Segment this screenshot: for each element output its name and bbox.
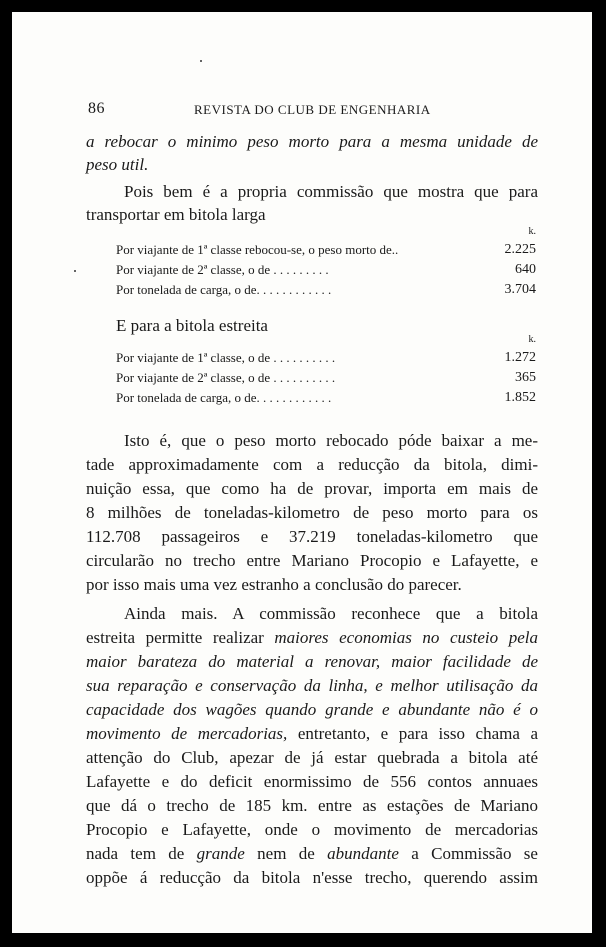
para1-line-3: nuição essa, que como ha de provar, importa em mais de (86, 479, 538, 498)
para2-line-8: Lafayette e do deficit enormissimo de 556 contos annuaes (86, 772, 538, 791)
row-value: 365 (515, 370, 536, 385)
opening-line-2: peso util. (86, 155, 149, 174)
para2-line-1: Ainda mais. A commissão reconhece que a bitola (124, 604, 538, 623)
intro-line-1: Pois bem é a propria commissão que mostra que para (124, 182, 538, 201)
row-label: Por viajante de 1ª classe, o de . . . . . . . . . . (116, 350, 336, 365)
para2-line-4: sua reparação e conservação da linha, e melhor utilisação da (86, 676, 538, 695)
emphasis-run: abundante (327, 844, 399, 863)
book-page (12, 12, 592, 933)
unit-label: k. (528, 334, 536, 345)
speck-mark (200, 60, 202, 62)
running-title: REVISTA DO CLUB DE ENGENHARIA (194, 102, 431, 117)
intro-line-2: transportar em bitola larga (86, 205, 266, 224)
row-label: Por viajante de 2ª classe, o de . . . . . . . . . (116, 262, 329, 277)
para1-line-2: tade approximadamente com a reducção da bitola, dimi- (86, 455, 538, 474)
text-run: entretanto, e para isso chama a (287, 724, 539, 743)
table-bitola-larga (86, 226, 538, 300)
table-row (86, 240, 538, 260)
row-value: 3.704 (504, 282, 536, 297)
para2-line-6 (86, 722, 538, 745)
para1-line-7: por isso mais uma vez estranho a conclusão do parecer. (86, 575, 462, 594)
para2-line-7: attenção do Club, apezar de já estar quebrada a bitola até (86, 748, 538, 767)
para2-line-5: capacidade dos wagões quando grande e abundante não é o (86, 700, 538, 719)
para2-line-9: que dá o trecho de 185 km. entre as estações de Mariano (86, 796, 538, 815)
row-label: Por tonelada de carga, o de. . . . . . . . . . . . (116, 282, 332, 297)
row-label: Por viajante de 1ª classe rebocou-se, o peso morto de.. (116, 242, 399, 257)
emphasis-run: grande (196, 844, 245, 863)
para2-line-3: maior barateza do material a renovar, maior facilidade de (86, 652, 538, 671)
speck-mark (74, 270, 76, 272)
estreita-heading: E para a bitola estreita (116, 316, 268, 335)
row-value: 2.225 (504, 242, 536, 257)
emphasis-run: movimento de mercadorias, (86, 724, 288, 743)
text-run: nem de (244, 844, 328, 863)
page-number: 86 (88, 100, 105, 117)
text-run: a Commissão se (398, 844, 538, 863)
table-row (86, 260, 538, 280)
unit-label: k. (528, 226, 536, 237)
text-run: nada tem de (86, 844, 197, 863)
row-value: 640 (515, 262, 536, 277)
para1-line-5: 112.708 passageiros e 37.219 toneladas-kilometro que (86, 527, 538, 546)
row-value: 1.852 (504, 390, 536, 405)
para2-line-12: oppõe á reducção da bitola n'esse trecho, querendo assim (86, 868, 538, 887)
table-row (86, 388, 538, 408)
opening-line-1: a rebocar o minimo peso morto para a mesma unidade de (86, 132, 538, 151)
emphasis-run: maiores economias no custeio pela (274, 628, 538, 647)
table-bitola-estreita (86, 334, 538, 408)
para1-line-1: Isto é, que o peso morto rebocado póde baixar a me- (124, 431, 538, 450)
table-row (86, 348, 538, 368)
row-value: 1.272 (504, 350, 536, 365)
table-row (86, 280, 538, 300)
para1-line-4: 8 milhões de toneladas-kilometro de peso morto para os (86, 503, 538, 522)
para1-line-6: circularão no trecho entre Mariano Procopio e Lafayette, e (86, 551, 538, 570)
text-run: estreita permitte realizar (86, 628, 275, 647)
row-label: Por viajante de 2ª classe, o de . . . . . . . . . . (116, 370, 336, 385)
table-row (86, 368, 538, 388)
para2-line-10: Procopio e Lafayette, onde o movimento de mercadorias (86, 820, 538, 839)
para2-line-2 (86, 626, 538, 649)
para2-line-11 (86, 842, 538, 865)
row-label: Por tonelada de carga, o de. . . . . . . . . . . . (116, 390, 332, 405)
